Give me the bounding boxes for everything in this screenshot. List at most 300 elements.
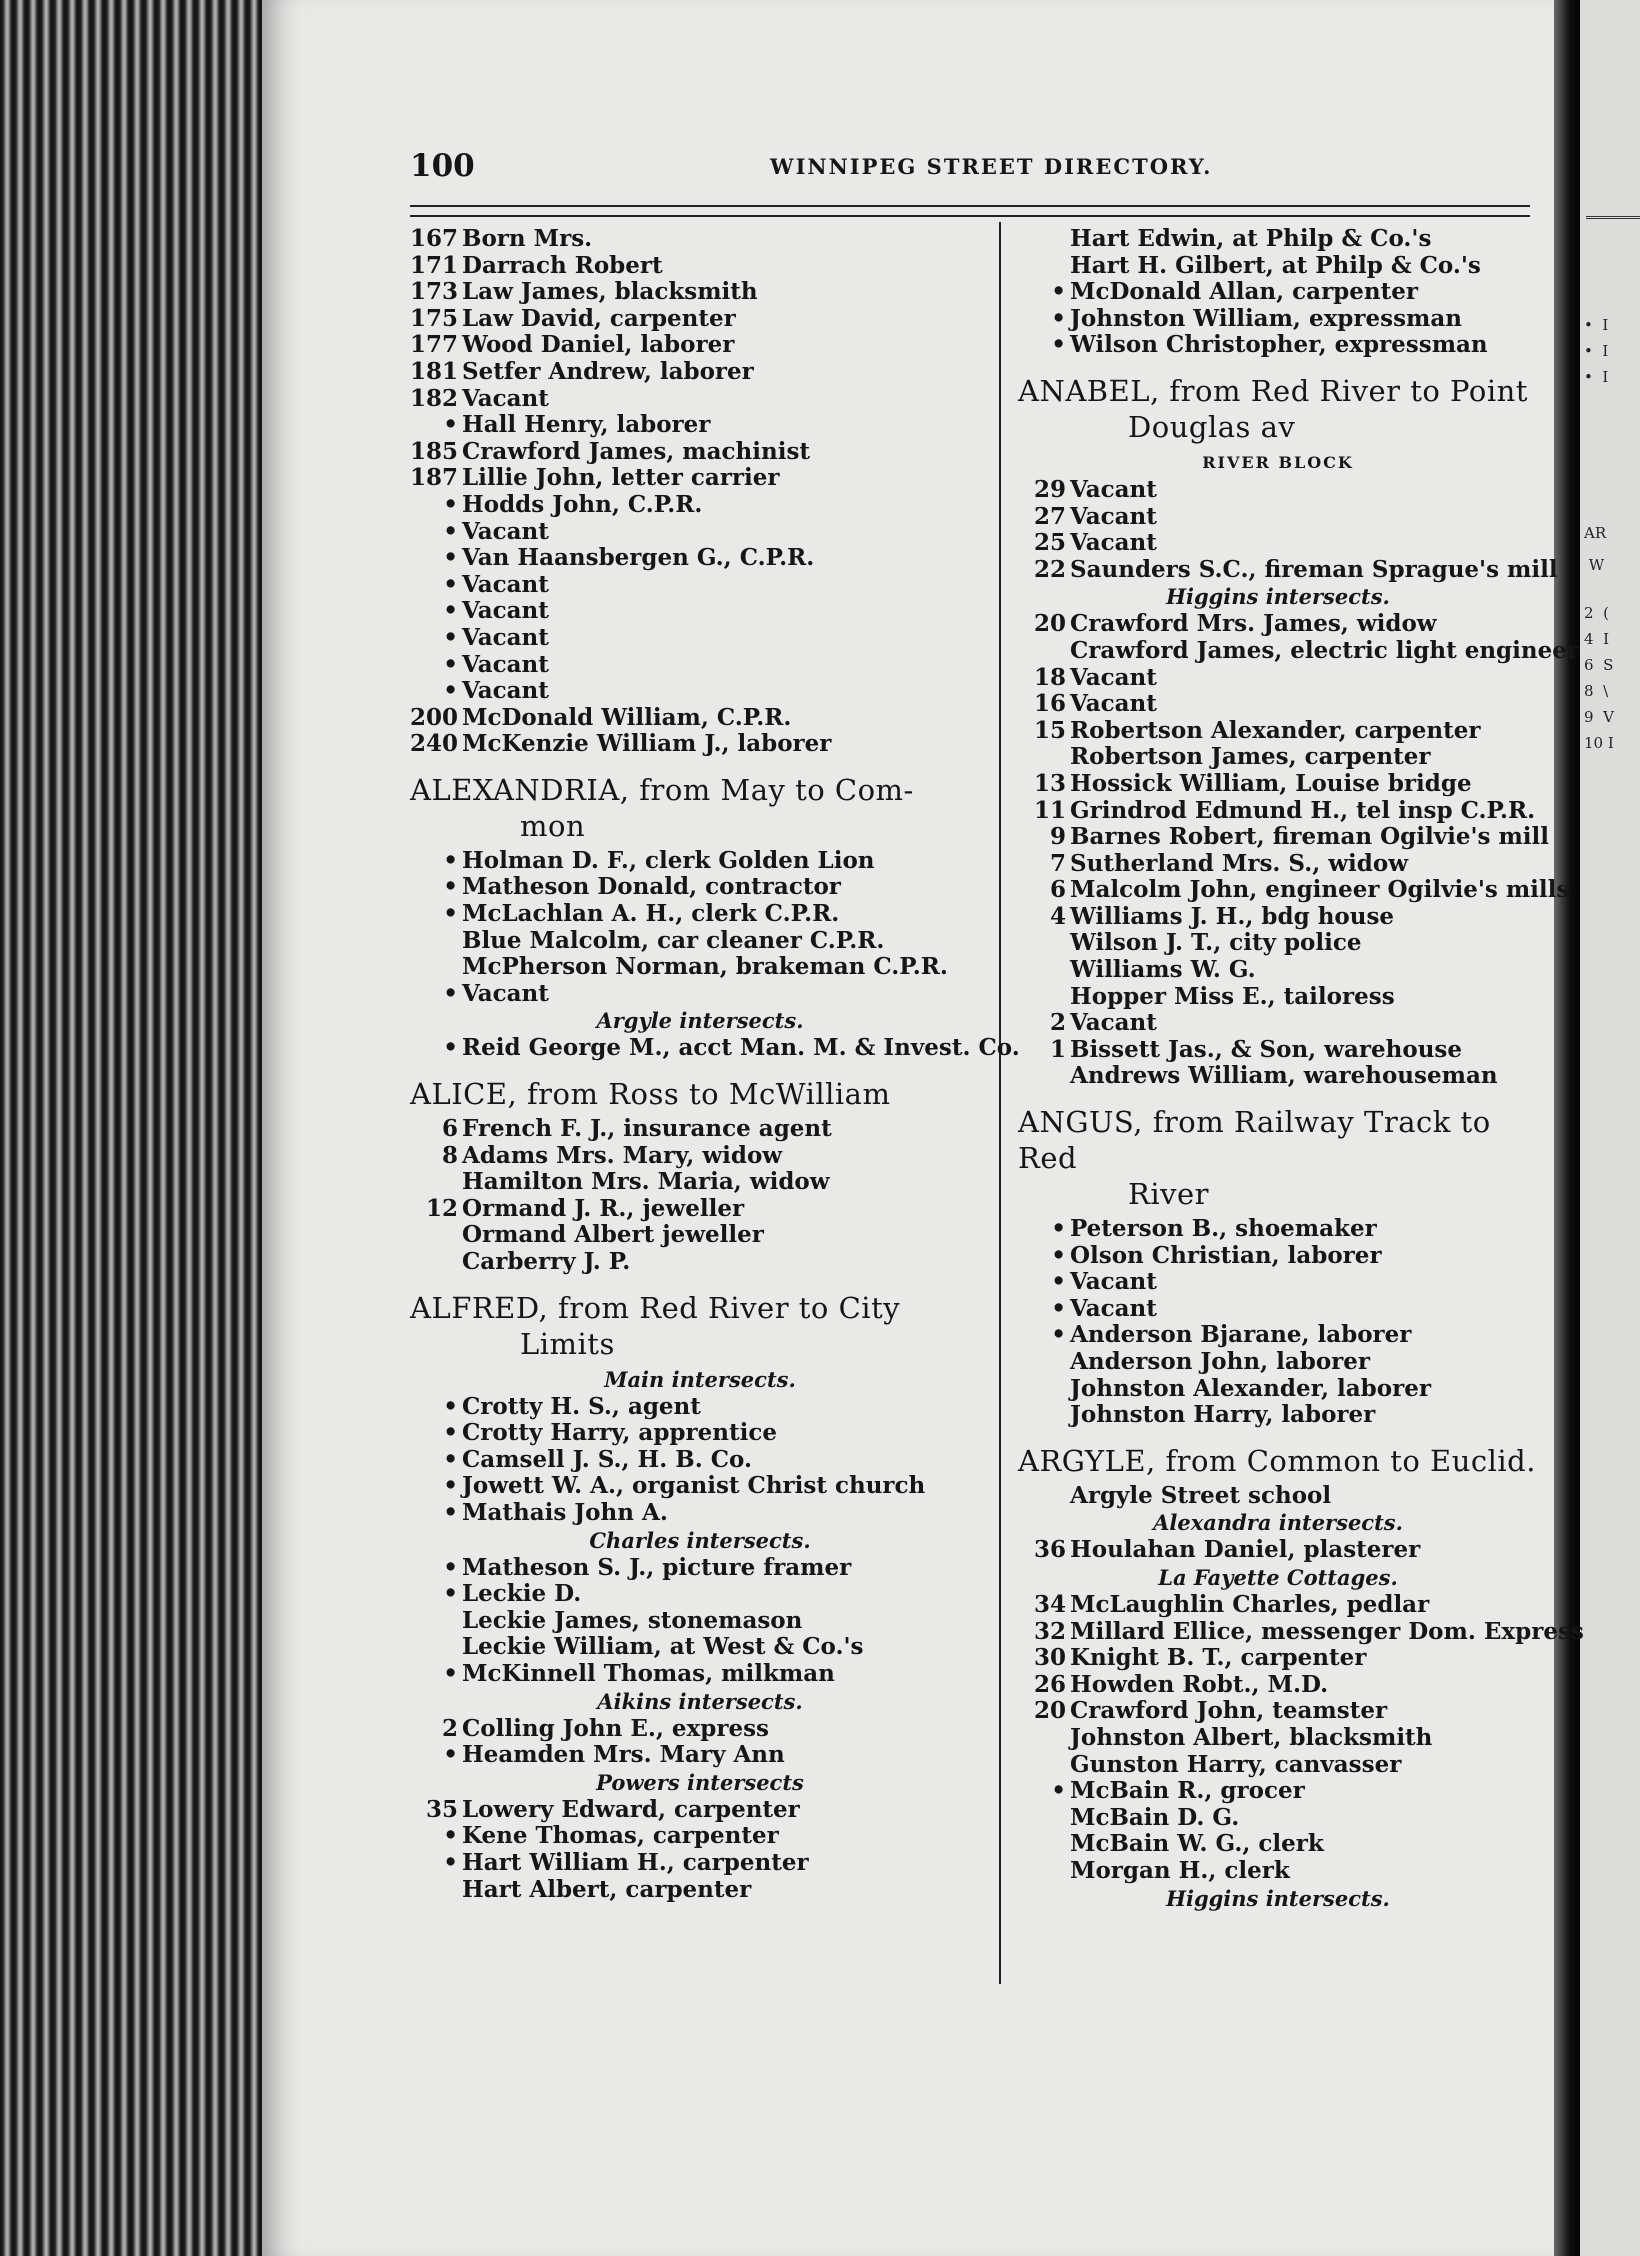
intersection-note: Higgins intersects. (1166, 1885, 1390, 1911)
listing-row (410, 279, 990, 306)
resident-name: Wilson Christopher, expressman (1070, 331, 1488, 359)
resident-name: Vacant (1070, 1268, 1157, 1296)
house-number: • (443, 677, 458, 705)
adjacent-page-line: 6 S (1584, 656, 1614, 674)
listing-row (410, 1742, 990, 1769)
house-number: • (443, 597, 458, 625)
resident-name: Hopper Miss E., tailoress (1070, 982, 1395, 1010)
house-number: • (443, 1445, 458, 1473)
listing-row (410, 545, 990, 572)
resident-name: Houlahan Daniel, plasterer (1070, 1536, 1421, 1564)
listing-row (1018, 1322, 1538, 1349)
listing-row (410, 1394, 990, 1421)
resident-name: Hart Albert, carpenter (462, 1875, 752, 1903)
column-divider (999, 222, 1001, 1984)
resident-name: Bissett Jas., & Son, warehouse (1070, 1035, 1462, 1063)
house-number: • (1051, 1777, 1066, 1805)
house-number: • (443, 1822, 458, 1850)
listing-row (410, 519, 990, 546)
listing-row (410, 598, 990, 625)
house-number: 34 (1033, 1590, 1066, 1618)
resident-name: Lillie John, letter carrier (462, 464, 780, 492)
resident-name: Williams W. G. (1070, 956, 1256, 984)
resident-name: Leckie William, at West & Co.'s (462, 1633, 864, 1661)
house-number: • (1051, 1241, 1066, 1269)
resident-name: Vacant (462, 384, 549, 412)
house-number: 22 (1033, 555, 1066, 583)
resident-name: Crotty Harry, apprentice (462, 1419, 777, 1447)
house-number: 185 (410, 437, 459, 465)
listing-row (1018, 718, 1538, 745)
house-number: 15 (1033, 716, 1066, 744)
listing-row (410, 1500, 990, 1527)
listing-row (410, 439, 990, 466)
listing-row (1018, 1752, 1538, 1779)
resident-name: Heamden Mrs. Mary Ann (462, 1741, 785, 1769)
resident-name: Mathais John A. (462, 1498, 668, 1526)
street-heading (410, 1076, 990, 1112)
adjacent-page-line: 2 ( (1584, 604, 1609, 622)
resident-name: Vacant (1070, 1294, 1157, 1322)
listing-row (410, 1473, 990, 1500)
listing-row (410, 412, 990, 439)
listing-row (1018, 1063, 1538, 1090)
house-number: 16 (1033, 690, 1066, 718)
house-number: 11 (1033, 796, 1066, 824)
listing-row (1018, 744, 1538, 771)
house-number: 27 (1033, 502, 1066, 530)
house-number: 8 (441, 1141, 458, 1169)
listing-row (410, 678, 990, 705)
house-number: 18 (1033, 663, 1066, 691)
house-number: 35 (425, 1795, 458, 1823)
intersection-note: Main intersects. (604, 1366, 796, 1392)
resident-name: Carberry J. P. (462, 1248, 631, 1275)
house-number: 173 (410, 278, 459, 306)
listing-row (410, 1634, 990, 1661)
listing-row (410, 1661, 990, 1688)
listing-row (410, 359, 990, 386)
listing-row (410, 332, 990, 359)
house-number: 32 (1033, 1617, 1066, 1645)
house-number: • (443, 1659, 458, 1687)
listing-row (410, 1222, 990, 1249)
listing-row (410, 928, 990, 955)
house-number: • (443, 846, 458, 874)
listing-row (1018, 1037, 1538, 1064)
house-number: 20 (1033, 610, 1066, 638)
house-number: 25 (1033, 529, 1066, 557)
listing-row (410, 1447, 990, 1474)
street-heading (1018, 1104, 1538, 1212)
resident-name: Williams J. H., bdg house (1070, 902, 1395, 930)
listing-row (1018, 904, 1538, 931)
house-number: • (1051, 1215, 1066, 1243)
resident-name: Vacant (1070, 502, 1157, 530)
resident-name: McPherson Norman, brakeman C.P.R. (462, 953, 948, 981)
house-number: • (443, 411, 458, 439)
listing-row (1018, 691, 1538, 718)
resident-name: Wood Daniel, laborer (462, 331, 735, 359)
listing-row (1018, 823, 1550, 851)
resident-name: Vacant (462, 597, 549, 625)
house-number: • (443, 1472, 458, 1500)
house-number: 2 (441, 1714, 458, 1742)
intersection-note: Argyle intersects. (596, 1008, 804, 1034)
resident-name: McBain R., grocer (1070, 1777, 1305, 1805)
resident-name: McLachlan A. H., clerk C.P.R. (462, 900, 840, 928)
house-number: • (443, 490, 458, 518)
resident-name: Robertson Alexander, carpenter (1070, 716, 1481, 744)
listing-row (1018, 611, 1538, 638)
resident-name: Ormand J. R., jeweller (462, 1194, 745, 1222)
house-number: • (1051, 331, 1066, 359)
resident-name: Hart Edwin, at Philp & Co.'s (1070, 225, 1432, 252)
house-number: 240 (410, 730, 459, 758)
page-number: 100 (410, 148, 475, 184)
house-number: 177 (410, 331, 459, 359)
resident-name: Hossick William, Louise bridge (1070, 769, 1472, 797)
running-title: WINNIPEG STREET DIRECTORY. (770, 154, 1213, 179)
resident-name: Anderson Bjarane, laborer (1070, 1321, 1412, 1349)
street-heading-line: ALICE, from Ross to McWilliam (410, 1077, 891, 1112)
listing-row (1018, 930, 1538, 957)
resident-name: Darrach Robert (462, 251, 663, 279)
resident-name: Holman D. F., clerk Golden Lion (462, 846, 875, 874)
adjacent-page-line: 9 V (1584, 708, 1614, 726)
house-number: • (1051, 278, 1066, 306)
resident-name: Lowery Edward, carpenter (462, 1795, 800, 1823)
listing-row (410, 981, 990, 1008)
house-number: • (443, 1848, 458, 1876)
house-number: • (1051, 1294, 1066, 1322)
house-number: • (443, 544, 458, 572)
listing-row (410, 1169, 990, 1196)
street-heading (1018, 373, 1538, 445)
resident-name: McBain D. G. (1070, 1803, 1240, 1831)
resident-name: Law James, blacksmith (462, 278, 758, 306)
listing-row (410, 1716, 990, 1743)
listing-row (410, 901, 990, 928)
intersection-note: Powers intersects (596, 1769, 804, 1795)
listing-row (1018, 1645, 1538, 1672)
house-number: • (443, 1580, 458, 1608)
listing-row (1018, 504, 1538, 531)
listing-row (1018, 1805, 1538, 1832)
resident-name: Millard Ellice, messenger Dom. Express (1070, 1617, 1584, 1645)
listing-row (1018, 1296, 1538, 1323)
resident-name: Hall Henry, laborer (462, 411, 711, 439)
listing-row (410, 954, 990, 981)
intersection-note: Higgins intersects. (1166, 584, 1390, 610)
resident-name: Crawford Mrs. James, widow (1070, 610, 1437, 638)
adjacent-page-line: AR (1584, 524, 1607, 542)
listing-row (1018, 1725, 1538, 1752)
resident-name: Crawford James, machinist (462, 437, 811, 465)
house-number: • (1051, 1321, 1066, 1349)
resident-name: Knight B. T., carpenter (1070, 1644, 1367, 1672)
listing-row (1018, 1483, 1538, 1510)
street-heading-line: ANGUS, from Railway Track to Red (1018, 1105, 1491, 1176)
listing-row (1018, 1617, 1584, 1646)
book-page-edges (0, 0, 262, 2256)
listing-row (1018, 1778, 1538, 1805)
resident-name: Vacant (1070, 529, 1157, 557)
listing-row (410, 705, 990, 732)
listing-row (410, 1420, 990, 1447)
listing-row (410, 1555, 990, 1582)
adjacent-page-line: 10 I (1584, 734, 1614, 752)
resident-name: Reid George M., acct Man. M. & Invest. Co. (462, 1034, 1020, 1062)
house-number: 181 (410, 357, 459, 385)
house-number: 12 (425, 1194, 458, 1222)
resident-name: Hodds John, C.P.R. (462, 490, 703, 518)
resident-name: McKenzie William J., laborer (462, 730, 832, 758)
listing-row (1018, 1592, 1538, 1619)
intersection-note: Aikins intersects. (597, 1688, 803, 1714)
house-number: • (443, 517, 458, 545)
house-number: • (443, 1392, 458, 1420)
listing-row (1018, 477, 1538, 504)
street-heading-line: ANABEL, from Red River to Point (1018, 373, 1528, 408)
house-number: • (1051, 1268, 1066, 1296)
street-heading-line: ALFRED, from Red River to City (410, 1290, 901, 1325)
listing-row (410, 1823, 990, 1850)
resident-name: McLaughlin Charles, pedlar (1070, 1590, 1430, 1618)
listing-row (410, 306, 990, 333)
adjacent-page-line: 8 \ (1584, 682, 1609, 700)
listing-row (410, 226, 990, 253)
resident-name: McDonald William, C.P.R. (462, 703, 792, 731)
resident-name: Robertson James, carpenter (1070, 743, 1431, 771)
listing-row (1018, 1831, 1538, 1858)
resident-name: Ormand Albert jeweller (462, 1221, 764, 1249)
resident-name: Wilson J. T., city police (1070, 929, 1362, 957)
resident-name: Vacant (462, 677, 549, 705)
listing-row (410, 1034, 1020, 1062)
street-heading-continuation: Limits (520, 1326, 615, 1361)
resident-name: Camsell J. S., H. B. Co. (462, 1445, 752, 1473)
resident-name: Argyle Street school (1070, 1481, 1332, 1509)
house-number: 7 (1049, 849, 1066, 877)
listing-row (1018, 279, 1538, 306)
listing-row (410, 386, 990, 413)
house-number: • (443, 900, 458, 928)
listing-row (1018, 957, 1538, 984)
resident-name: Barnes Robert, fireman Ogilvie's mill (1070, 823, 1550, 851)
resident-name: Crawford John, teamster (1070, 1697, 1388, 1725)
street-heading-line: ALEXANDRIA, from May to Com- (410, 772, 914, 807)
listing-row (410, 572, 990, 599)
right-column (1018, 225, 1584, 1913)
house-number: 26 (1033, 1670, 1066, 1698)
listing-row (1018, 1376, 1538, 1403)
house-number: • (443, 979, 458, 1007)
resident-name: French F. J., insurance agent (462, 1115, 832, 1143)
listing-row (1018, 1672, 1538, 1699)
listing-row (1018, 1349, 1538, 1376)
resident-name: Crotty H. S., agent (462, 1392, 701, 1420)
resident-name: Blue Malcolm, car cleaner C.P.R. (462, 926, 885, 954)
house-number: • (1051, 304, 1066, 332)
house-number: • (443, 1741, 458, 1769)
listing-row (410, 1797, 990, 1824)
resident-name: Jowett W. A., organist Christ church (462, 1472, 926, 1500)
listing-row (1018, 771, 1538, 798)
listing-row (410, 874, 990, 901)
house-number: • (443, 1553, 458, 1581)
listing-row (1018, 1216, 1538, 1243)
listing-row (1018, 226, 1538, 253)
resident-name: Vacant (1070, 1009, 1157, 1037)
resident-name: Hamilton Mrs. Maria, widow (462, 1168, 830, 1196)
resident-name: Vacant (1070, 475, 1157, 503)
resident-name: Peterson B., shoemaker (1070, 1215, 1377, 1243)
house-number: • (443, 1498, 458, 1526)
listing-row (1018, 665, 1538, 692)
house-number: 36 (1033, 1536, 1066, 1564)
resident-name: Howden Robt., M.D. (1070, 1670, 1329, 1698)
listing-row (1018, 1537, 1538, 1564)
house-number: 6 (441, 1115, 458, 1143)
resident-name: Vacant (462, 517, 549, 545)
adjacent-page-line: W (1584, 556, 1605, 574)
listing-row (1018, 798, 1538, 825)
resident-name: Crawford James, electric light engineer (1070, 636, 1579, 664)
house-number: 6 (1049, 876, 1066, 904)
listing-row (410, 1143, 990, 1170)
house-number: 30 (1033, 1644, 1066, 1672)
house-number: • (443, 570, 458, 598)
street-heading (1018, 1443, 1538, 1479)
resident-name: Colling John E., express (462, 1714, 769, 1742)
house-number: • (443, 1419, 458, 1447)
resident-name: Vacant (1070, 690, 1157, 718)
street-heading-continuation: mon (520, 808, 586, 843)
listing-row (410, 1249, 990, 1276)
listing-row (410, 1196, 990, 1223)
resident-name: Johnston William, expressman (1070, 304, 1462, 332)
house-number: • (443, 650, 458, 678)
listing-row (410, 1116, 990, 1143)
adjacent-page-line: • I (1584, 342, 1609, 360)
listing-row (1018, 332, 1538, 359)
street-heading (410, 1290, 990, 1362)
resident-name: Matheson Donald, contractor (462, 873, 841, 901)
house-number: 4 (1049, 902, 1066, 930)
house-number: 200 (410, 703, 459, 731)
house-number: • (443, 873, 458, 901)
listing-row (410, 625, 990, 652)
house-number: 2 (1049, 1009, 1066, 1037)
house-number: 29 (1033, 475, 1066, 503)
house-number: • (443, 623, 458, 651)
house-number: 167 (410, 225, 459, 252)
resident-name: Born Mrs. (462, 225, 593, 252)
listing-row (1018, 1402, 1538, 1429)
house-number: 171 (410, 251, 459, 279)
intersection-note: Alexandra intersects. (1153, 1510, 1403, 1536)
book-gutter (1554, 0, 1580, 2256)
street-heading (410, 772, 990, 844)
listing-row (410, 1877, 990, 1904)
listing-row (1018, 984, 1538, 1011)
house-number: 9 (1049, 823, 1066, 851)
street-heading-continuation: Douglas av (1128, 409, 1296, 444)
adjacent-page-line: • I (1584, 316, 1609, 334)
listing-row (410, 1850, 990, 1877)
listing-row (1018, 1243, 1538, 1270)
resident-name: Matheson S. J., picture framer (462, 1553, 852, 1581)
left-column (410, 225, 1020, 1903)
listing-row (410, 848, 990, 875)
resident-name: McDonald Allan, carpenter (1070, 278, 1418, 306)
house-number: 13 (1033, 769, 1066, 797)
house-number: 1 (1049, 1035, 1066, 1063)
resident-name: Kene Thomas, carpenter (462, 1822, 779, 1850)
resident-name: Vacant (462, 570, 549, 598)
resident-name: Setfer Andrew, laborer (462, 357, 754, 385)
page-header (410, 148, 1570, 188)
resident-name: Vacant (462, 979, 549, 1007)
listing-row (1018, 530, 1538, 557)
resident-name: Leckie James, stonemason (462, 1606, 803, 1634)
intersection-note: La Fayette Cottages. (1158, 1564, 1398, 1590)
listing-row (1018, 636, 1579, 665)
listing-row (410, 1608, 990, 1635)
resident-name: Hart H. Gilbert, at Philp & Co.'s (1070, 251, 1481, 279)
resident-name: Law David, carpenter (462, 304, 736, 332)
listing-row (410, 731, 990, 758)
adjacent-page-line: 4 I (1584, 630, 1610, 648)
house-number: 175 (410, 304, 459, 332)
resident-name: Van Haansbergen G., C.P.R. (462, 544, 815, 572)
resident-name: Vacant (462, 623, 549, 651)
resident-name: Adams Mrs. Mary, widow (462, 1141, 783, 1169)
street-heading-line: ARGYLE, from Common to Euclid. (1018, 1443, 1536, 1478)
listing-row (1018, 1858, 1538, 1885)
listing-row (410, 253, 990, 280)
resident-name: Sutherland Mrs. S., widow (1070, 849, 1408, 877)
street-heading-continuation: River (1128, 1177, 1210, 1212)
listing-row (1018, 306, 1538, 333)
listing-row (410, 465, 990, 492)
resident-name: Morgan H., clerk (1070, 1856, 1290, 1884)
house-number: 182 (410, 384, 459, 412)
listing-row (1018, 1010, 1538, 1037)
resident-name: Vacant (462, 650, 549, 678)
adjacent-page-line: • I (1584, 368, 1609, 386)
resident-name: Hart William H., carpenter (462, 1848, 809, 1876)
resident-name: Johnston Harry, laborer (1070, 1401, 1376, 1429)
house-number: 187 (410, 464, 459, 492)
listing-row (1018, 1698, 1538, 1725)
resident-name: McBain W. G., clerk (1070, 1830, 1324, 1858)
house-number: 20 (1033, 1697, 1066, 1725)
resident-name: Johnston Alexander, laborer (1070, 1374, 1431, 1402)
resident-name: Johnston Albert, blacksmith (1070, 1723, 1433, 1751)
resident-name: Grindrod Edmund H., tel insp C.P.R. (1070, 796, 1536, 824)
adjacent-page-fragment (1580, 0, 1640, 2256)
listing-row (1018, 1269, 1538, 1296)
listing-row (410, 652, 990, 679)
intersection-note: Charles intersects. (589, 1527, 811, 1553)
header-double-rule (410, 205, 1530, 217)
adjacent-page-rule (1586, 216, 1640, 219)
resident-name: Leckie D. (462, 1580, 582, 1608)
resident-name: Andrews William, warehouseman (1070, 1062, 1498, 1090)
listing-row (1018, 851, 1538, 878)
